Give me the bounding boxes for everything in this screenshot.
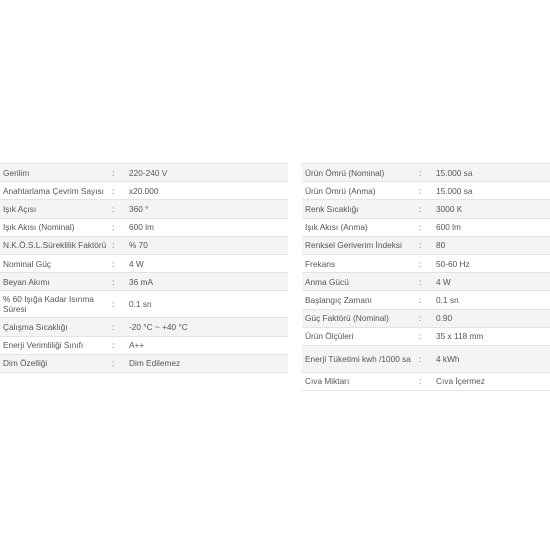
spec-label: Başlangıç Zamanı	[305, 294, 372, 305]
spec-value: -20 °C ~ +40 °C	[129, 321, 188, 332]
spec-value: Cıva İçermez	[436, 376, 485, 387]
spec-separator: :	[419, 203, 422, 214]
spec-table-right	[302, 163, 550, 391]
spec-value: Dim Edilemez	[129, 358, 181, 369]
spec-label: Işık Açısı	[3, 203, 37, 214]
spec-value: 35 x 118 mm	[436, 331, 484, 342]
spec-label: Ürün Ömrü (Anma)	[305, 185, 376, 196]
spec-separator: :	[419, 167, 422, 178]
spec-separator: :	[419, 276, 422, 287]
table-row	[0, 254, 288, 272]
spec-separator: :	[112, 299, 115, 310]
spec-separator: :	[112, 240, 115, 251]
spec-label: Işık Akısı (Nominal)	[3, 222, 75, 233]
spec-label: Güç Faktörü (Nominal)	[305, 313, 389, 324]
spec-label: Enerji Tüketimi kwh /1000 sa	[305, 353, 411, 364]
table-row	[0, 336, 288, 354]
spec-value: % 70	[129, 240, 148, 251]
table-row	[302, 236, 550, 254]
table-row	[0, 164, 288, 182]
spec-label: Dim Özelliği	[3, 358, 48, 369]
spec-label: Nominal Güç	[3, 258, 51, 269]
table-row	[302, 164, 550, 182]
spec-value: 600 lm	[436, 222, 461, 233]
spec-value: 0.90	[436, 313, 453, 324]
spec-separator: :	[419, 294, 422, 305]
spec-separator: :	[112, 321, 115, 332]
table-row	[0, 273, 288, 291]
spec-label: Anma Gücü	[305, 276, 349, 287]
spec-label: % 60 Işığa Kadar Isınma Süresi	[3, 294, 94, 315]
table-row	[0, 236, 288, 254]
spec-label: Frekans	[305, 258, 335, 269]
spec-value: 4 W	[129, 258, 144, 269]
spec-label: Ürün Ölçüleri	[305, 331, 354, 342]
spec-separator: :	[112, 258, 115, 269]
spec-table-left	[0, 163, 288, 373]
table-row	[0, 218, 288, 236]
table-row	[302, 309, 550, 327]
spec-label: Cıva Miktarı	[305, 376, 350, 387]
spec-value: 15.000 sa	[436, 185, 473, 196]
spec-separator: :	[112, 222, 115, 233]
spec-separator: :	[112, 203, 115, 214]
spec-value: 0.1 sn	[436, 294, 459, 305]
spec-value: 220-240 V	[129, 167, 168, 178]
spec-label: Çalışma Sıcaklığı	[3, 321, 68, 332]
table-row	[302, 273, 550, 291]
spec-value: 0.1 sn	[129, 299, 152, 310]
table-row	[302, 200, 550, 218]
table-row	[0, 182, 288, 200]
spec-separator: :	[419, 313, 422, 324]
spec-label: Enerji Verimliliği Sınıfı	[3, 340, 84, 351]
spec-separator: :	[112, 358, 115, 369]
spec-label: Beyan Akımı	[3, 276, 50, 287]
spec-label: Renk Sıcaklığı	[305, 203, 359, 214]
table-row	[302, 218, 550, 236]
spec-separator: :	[419, 376, 422, 387]
spec-value: 4 kWh	[436, 353, 460, 364]
spec-separator: :	[419, 258, 422, 269]
spec-label: Gerilim	[3, 167, 30, 178]
spec-separator: :	[112, 167, 115, 178]
spec-separator: :	[112, 185, 115, 196]
table-row	[0, 200, 288, 218]
spec-label: Ürün Ömrü (Nominal)	[305, 167, 385, 178]
spec-value: 4 W	[436, 276, 451, 287]
spec-value: 3000 K	[436, 203, 463, 214]
spec-value: 360 °	[129, 203, 149, 214]
spec-value: 600 lm	[129, 222, 154, 233]
spec-value: 36 mA	[129, 276, 153, 287]
spec-label: Işık Akısı (Anma)	[305, 222, 368, 233]
spec-label: Anahtarlama Çevrim Sayısı	[3, 185, 104, 196]
table-row	[302, 182, 550, 200]
spec-separator: :	[419, 331, 422, 342]
spec-value: 15.000 sa	[436, 167, 473, 178]
table-row	[0, 318, 288, 336]
spec-label: Renksel Geriverim İndeksi	[305, 240, 402, 251]
spec-separator: :	[419, 353, 422, 364]
table-row	[302, 345, 550, 372]
spec-value: 80	[436, 240, 446, 251]
table-row	[0, 354, 288, 372]
spec-value: 50-60 Hz	[436, 258, 470, 269]
table-row	[302, 254, 550, 272]
spec-separator: :	[419, 185, 422, 196]
spec-label: N.K.Ö.S.L.Süreklilik Faktörü	[3, 240, 107, 251]
spec-value: A++	[129, 340, 145, 351]
spec-separator: :	[419, 222, 422, 233]
table-row	[0, 291, 288, 318]
spec-separator: :	[112, 340, 115, 351]
spec-value: x20.000	[129, 185, 159, 196]
table-row	[302, 291, 550, 309]
spec-separator: :	[112, 276, 115, 287]
table-row	[302, 372, 550, 390]
spec-separator: :	[419, 240, 422, 251]
table-row	[302, 327, 550, 345]
